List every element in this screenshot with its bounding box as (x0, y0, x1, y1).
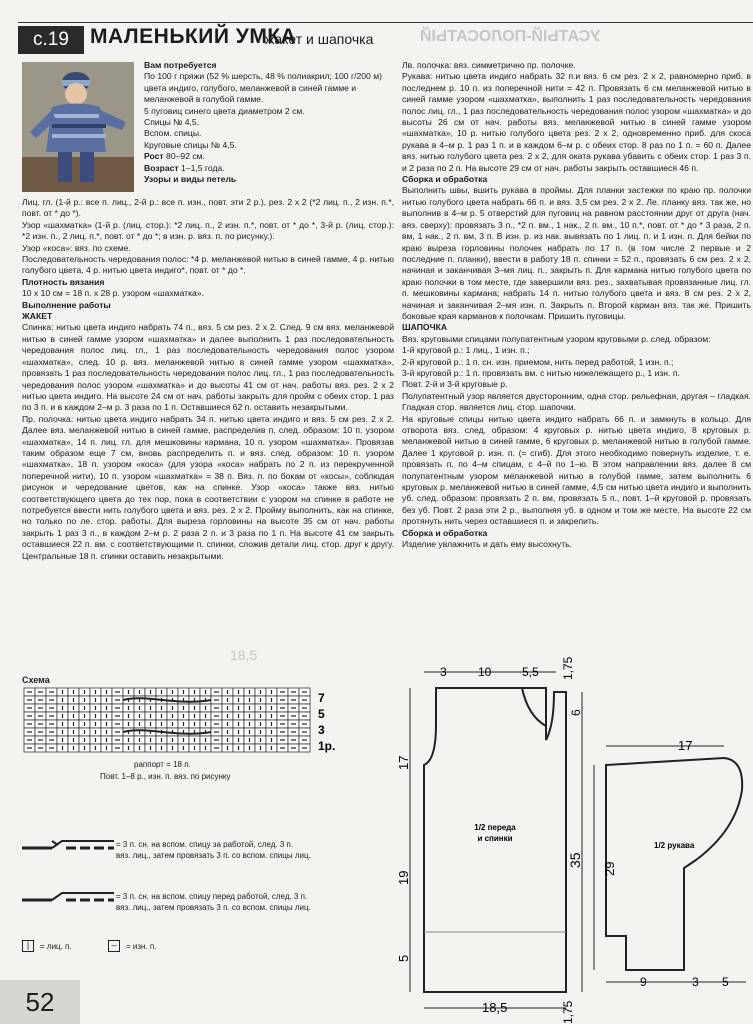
bleed-through-number: 18,5 (230, 647, 258, 663)
legend-cable-front-line2: вяз. лиц., затем провязать 3 п. со вспом. спицы лиц. (116, 903, 311, 912)
dim-sleeve-top: 17 (678, 738, 693, 753)
row-label-1: 1р. (318, 739, 336, 753)
child-photo (22, 62, 134, 192)
hat-title: ШАПОЧКА (402, 322, 448, 333)
chart-grid (24, 688, 310, 752)
dim-sleeve-h: 29 (602, 861, 617, 876)
dim-top-10: 10 (478, 665, 492, 679)
row-label-3: 3 (318, 723, 325, 737)
hat-assembly-text: Изделие увлажнить и дать ему высохнуть. (402, 539, 572, 550)
dim-top-5-5: 5,5 (522, 665, 539, 679)
assembly-text: Выполнить швы, вшить рукава в проймы. Для планки застежки по краю пр. полочки нитью голубого цвета набрать 66 п. и вяз. 3,5 см рез. 2 х 2. Ле. планку вяз. так же, но выполнив в 4–м р. 5 отверстий для пуговиц на равном расстоянии друг от друга (нач. вяз. сверху): провязать 3 п., *2 п. вм., 1 нак., 2 п. вм., 10 п.*, повт. от * до * 3 раза, 2 п. вм, 1 нак., 2 п. вм, 3 п. В изн. р. из нак. вывязать по 1 лиц. п. и 1 изн. п. Для бейки по краю выреза горловины полочек набрать по 17 п. (в том числе 2 первые и 2 последние п. планки), ввести в работу 18 п. спинки = 52 п., провязать 6 см рез. 2 х 2, начиная и заканчивая 3–мя лиц. п., закрыть п. Для кармана нитью голубого цвета по краю полочки в том месте, где завершили вяз. рез., захватывая провязанные лиц. гл. п. мешковины кармана; набрать 14 п. нитью голубого цвета и вяз. 8 см рез. 2 х 2, начиная и заканчивая 2–мя изн. п. Закрыть п. Второй карман вяз. так же. Пришить боковые края карманов к полочкам. Пришить пуговицы. (402, 185, 751, 321)
legend-cable-front (116, 891, 311, 913)
left-front-instructions: Лв. полочка: вяз. симметрично пр. полочке. (402, 60, 576, 70)
right-column (402, 60, 751, 550)
left-column (22, 197, 394, 562)
dim-arm: 6 (569, 709, 583, 716)
height-line (144, 151, 394, 162)
pattern-cable: Узор «коса»: вяз. по схеме. (22, 242, 131, 253)
hat-row-2: 2-й круговой р.: 1 п. сн. изн. приемом, нить перед работой, 1 изн. п.; (402, 356, 674, 367)
dim-sleeve-bot-9: 9 (640, 975, 647, 989)
stripe-sequence: Последовательность чередования полос: *4 р. меланжевой нитью в синей гамме, 4 р. нитью голубого цвета, 4 р. нитью цвета индиго*, повт. от * до *. (22, 254, 394, 276)
dim-left-19: 19 (396, 870, 411, 885)
page-title: МАЛЕНЬКИЙ УМКА (90, 25, 297, 48)
hat-row-1: 1-й круговой р.: 1 лиц., 1 изн. п.; (402, 345, 530, 356)
legend-cable-back-line1: = 3 п. сн. на вспом. спицу за работой, след. 3 п. (116, 840, 294, 849)
sleeve-label: 1/2 рукава (654, 841, 695, 850)
rapport-note: раппорт = 18 п. (134, 760, 191, 769)
dim-bottom-h: 1,75 (561, 1000, 575, 1024)
cable-front-symbol (22, 890, 114, 904)
dim-width: 18,5 (482, 1000, 508, 1015)
dim-top-3: 3 (440, 665, 447, 679)
dim-sleeve-bot-5: 5 (722, 975, 729, 989)
cable-back-symbol (22, 838, 114, 852)
page-number: 52 (0, 980, 80, 1024)
issue-badge: с.19 (18, 26, 84, 54)
legend-cable-back (116, 839, 311, 861)
work-title: Выполнение работы (22, 299, 111, 310)
dim-sleeve-bot-3: 3 (692, 975, 699, 989)
bleed-through-text: УСАТЫЙ-ПОЛОСАТЫЙ (420, 28, 601, 45)
body-label-2: и спинки (477, 834, 513, 843)
density-title: Плотность вязания (22, 276, 105, 287)
sleeve-instructions: Рукава: нитью цвета индиго набрать 32 п.и вяз. 6 см рез. 2 х 2, равномерно приб. в последнем р. 10 п. из поперечной нити = 42 п. Провязать 6 см меланжевой нитью в синей гамме узором «шахматка», выполнить 1 раз последовательность чередования полос лиц. гл., 1 раз последовательность чередования полос узором «шахматка» и до высоты 26 см от нач. работы вяз. меланжевой нитью в синей гамме узором «шахматка», 10 р. нитью голубого цвета рез. 2 х 2, одновременно приб. для скоса рукава в 4–м р. 1 раз 1 п. и в каждом 6–м р. с обеих стор. 8 раз по 1 п. = 60 п. Далее вяз. нитью голубого цвета рез. 2 х 2, для оката рукава убавить с обеих стор. 1 раз 3 п. и 2 раза по 2 п. На высоте 29 см от нач. работы закрыть оставшиеся 46 п. (402, 71, 751, 173)
assembly-title: Сборка и обработка (402, 174, 488, 185)
body-label-1: 1/2 переда (474, 823, 516, 832)
purl-stitch-symbol: – (108, 940, 120, 952)
hat-intro: Вяз. круговыми спицами полупатентным узором круговыми р. след. образом: (402, 333, 711, 344)
hat-instructions: На круговые спицы нитью цвета индиго набрать 66 п. и замкнуть в кольцо. Для отворота вяз. след. образом: 4 круговых р. нитью цвета индиго, 8 круговых р. меланжевой нитью в синей гамме, 6 круговых р. меланжевой нитью в голубой гамме. Далее 1 круговой р. изн. п. (= сгиб). Для этого необходимо повернуть изделие, т. е. провязать п. по 4–м спицам, с 4–й по 1–ю. В этом направлении вяз. далее 8 см полупатентным узором меланжевой нитью в голубой гамме, затем выполнить 6 круговых р. меланжевой нитью в синей гамме, 4,5 см нитью цвета индиго и выполнить уб. след. образом: провязать 2 п. вм, провязать 5 п., повт. 1–й круговой р. провязать без уб. Повт. 2 раза эти 2 р., выполняя уб. в одном и том же месте. На высоте 22 см протянуть нить через оставшиеся п. и закрепить. (402, 413, 751, 527)
materials-block (144, 60, 394, 185)
materials-title: Вам потребуется (144, 60, 217, 70)
schema-title: Схема (22, 675, 50, 685)
front-instructions: Пр. полочка: нитью цвета индиго набрать 34 п. нитью цвета индиго и вяз. 5 см рез. 2 х 2. Далее вяз. меланжевой нитью в синей гамме, распределив п. след. образом: 10 п. узором «шахматка», 14 п. лиц. гл. для мешковины кармана, 10 п. узором «шахматка». Провязав таким образом еще 7 см, вновь распределить п. и вяз. след. образом: 10 п. узором «шахматка», 18 п. узором «коса» (для узора «коса» набрать по 2 п. из перекрученной поперечной нити), 10 п. узором «шахматка» = 38 п. Вяз. п. по бокам от «косы», соблюдая рисунок и чередование цветов, как на спинке. Узор «коса» также вяз. нитью соответствующего цвета до тех пор, пока в соответствии с узором на спинке в работе не потребуется ввести нить голубого цвета и вяз. рез. 2 х 2. Пройму выполнить, как на спинке, но только по ле. стор. работы. Для выреза горловины на высоте 35 см от нач. работы закрыть 1 раз 3 п., в каждом 2–м р. 2 раза 2 п. и 3 раза по 1 п. На высоте 41 см закрыть оставшиеся 22 п. вм. с соответствующими п. спинки, сложив детали лиц. стор. друг к другу. Центральные 18 п. спинки оставить незакрытыми. (22, 413, 394, 561)
dim-neck-h: 1,75 (561, 656, 575, 680)
hat-row-3: 3-й круговой р.: 1 п. провязать вм. с нитью нижележащего р., 1 изн. п. (402, 367, 680, 378)
page-subtitle: жакет и шапочка (265, 31, 374, 47)
patterns-title: Узоры и виды петель (144, 174, 237, 185)
legend-cable-back-line2: вяз. лиц., затем провязать 3 п. со вспом. спицы лиц. (116, 851, 311, 860)
dim-left-17: 17 (396, 755, 411, 770)
back-instructions: Спинка: нитью цвета индиго набрать 74 п., вяз. 5 см рез. 2 х 2. След. 9 см вяз. меланжевой нитью в синей гамме узором «шахматка» и далее выполнить 1 раз последовательность чередования полос лиц. гл., 1 раз последовательность чередования полос узором «шахматка», след. 10 р. вяз. меланжевой нитью в синей гамме узором «шахматка», провязать 1 раз последовательность чередования полос лиц. гл., 1 раз последовательность чередования полос узором «шахматка» и до высоты 41 см от нач. работы вяз. рез. 2 х 2 нитью цвета индиго. На высоте 24 см от нач. работы закрыть для пройм с обеих стор. 1 раз по 3 п. и в каждом 2–м р. 3 раза по 1 п. Оставшиеся 62 п. оставить незакрытыми. (22, 322, 394, 413)
row-label-7: 7 (318, 691, 325, 705)
legend-cable-front-line1: = 3 п. сн. на вспом. спицу перед работой, след. 3 п. (116, 892, 308, 901)
materials-aux: Вспом. спицы. (144, 128, 202, 139)
legend-knit: = лиц. п. (40, 942, 72, 951)
density-text: 10 х 10 см = 18 п. х 28 р. узором «шахматка». (22, 288, 204, 299)
header-rule (18, 22, 753, 23)
legend-purl: = изн. п. (126, 942, 157, 951)
hat-assembly-title: Сборка и обработка (402, 527, 488, 538)
row-label-5: 5 (318, 707, 325, 721)
semi-patent-note: Полупатентный узор является двусторонним, одна стор. рельефная, другая – гладкая. Гладкая стор. является лиц. стор. шапочки. (402, 390, 751, 413)
height-value: 80–92 см. (166, 151, 205, 162)
age-line (144, 163, 394, 174)
hat-row-repeat: Повт. 2-й и 3-й круговые р. (402, 379, 508, 390)
cable-chart (22, 686, 352, 758)
materials-buttons: 5 пуговиц синего цвета диаметром 2 см. (144, 105, 305, 116)
pattern-sketch (396, 640, 753, 1024)
materials-needles: Спицы № 4,5. (144, 117, 200, 128)
materials-yarn: По 100 г пряжи (52 % шерсть, 48 % полиакрил; 100 г/200 м) цвета индиго, голубого, меланжевой в синей гамме и меланжевой в голубой гамме. (144, 71, 382, 105)
materials-circular: Круговые спицы № 4,5. (144, 139, 237, 150)
dim-left-5: 5 (396, 954, 411, 962)
rows-note: Повт. 1–8 р., изн. п. вяз. по рисунку (100, 772, 231, 781)
pattern-checker: Узор «шахматка» (1-й р. (лиц. стор.): *2 лиц. п., 2 изн. п.*, повт. от * до *, 3-й р. (лиц. стор.): *2 изн. п., 2 лиц. п.*, повт. от * до *; в изн. р. вяз. п. по рисунку.). (22, 219, 394, 242)
height-label: Рост (144, 151, 164, 162)
age-label: Возраст (144, 162, 179, 173)
dim-total-35: 35 (567, 852, 583, 868)
age-value: 1–1,5 года. (181, 162, 225, 173)
child-photo-illustration (22, 62, 134, 192)
sleeve-outline (606, 758, 742, 970)
jacket-title: ЖАКЕТ (22, 311, 53, 322)
neckline (522, 688, 546, 726)
knit-stitch-symbol: | (22, 940, 34, 952)
pattern-stockinette: Лиц. гл. (1-й р.: все п. лиц., 2-й р.: все п. изн., повт. эти 2 р.), рез. 2 х 2 (*2 лиц. п., 2 изн. п.*, повт. от * до *). (22, 197, 394, 219)
